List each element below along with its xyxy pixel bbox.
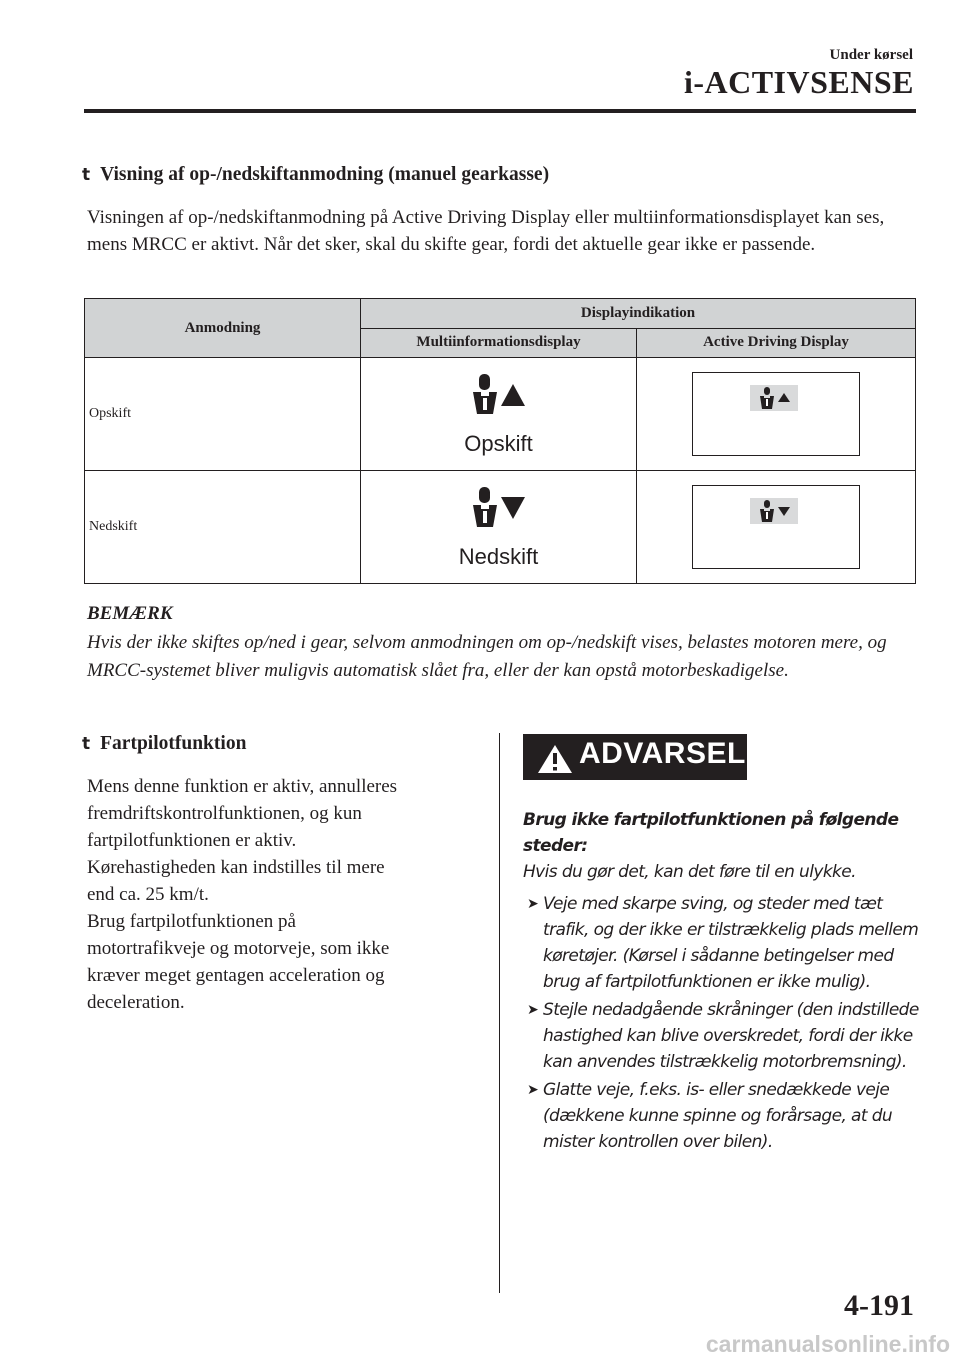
multi-display-cell bbox=[361, 471, 637, 584]
section-heading-text: Fartpilotfunktion bbox=[100, 733, 247, 754]
list-item-text: Glatte veje, f.eks. is- eller snedækkede veje (dækkene kunne spinne og forårsage, at du mister kontrollen over bilen). bbox=[543, 1080, 893, 1152]
list-item-text: Stejle nedadgående skråninger (den indstillede hastighed kan blive overskredet, fordi der ikke kan anvendes tilstrækkelig motorbremsning). bbox=[543, 1000, 919, 1072]
gear-shift-down-icon bbox=[750, 498, 798, 524]
body-line: fremdriftskontrolfunktionen, og kun bbox=[87, 803, 362, 824]
active-driving-display-frame bbox=[692, 485, 860, 569]
header-chapter-title: i-ACTIVSENSE bbox=[683, 64, 914, 100]
list-item-text: Veje med skarpe sving, og steder med tæt trafik, og der ikke er tilstrækkelig plads mellem køretøjer. (Kørsel i sådanne betingelser med brug af fartpilotfunktionen er ikke mulig). bbox=[543, 894, 919, 992]
column-header-multi-display: Multiinformationsdisplay bbox=[361, 328, 637, 358]
bullet-icon: t bbox=[82, 165, 91, 185]
body-line: end ca. 25 km/t. bbox=[87, 884, 209, 905]
warning-consequence: Hvis du gør det, kan det føre til en ulykke. bbox=[523, 862, 856, 882]
body-line: Kørehastigheden kan indstilles til mere bbox=[87, 857, 385, 878]
body-line: Mens denne funktion er aktiv, annulleres bbox=[87, 776, 398, 797]
bullet-icon: t bbox=[82, 734, 91, 754]
section-heading-cruise bbox=[82, 733, 246, 755]
body-line: fartpilotfunktionen er aktiv. bbox=[87, 830, 297, 851]
multi-display-label: Opskift bbox=[464, 430, 533, 456]
multi-display-label: Nedskift bbox=[458, 543, 539, 569]
body-line: motortrafikveje og motorveje, som ikke bbox=[87, 938, 390, 959]
section-heading-shift-request bbox=[82, 164, 549, 186]
request-cell: Nedskift bbox=[85, 471, 361, 584]
gear-shift-up-icon bbox=[467, 372, 531, 425]
warning-label: ADVARSEL bbox=[579, 737, 746, 770]
warning-list bbox=[523, 891, 923, 1155]
column-header-active-driving-display: Active Driving Display bbox=[637, 328, 916, 358]
note-title: BEMÆRK bbox=[87, 603, 173, 624]
table-row bbox=[85, 358, 916, 471]
header-rule bbox=[84, 109, 916, 113]
list-item bbox=[523, 997, 923, 1075]
column-header-display: Displayindikation bbox=[361, 299, 916, 329]
gear-shift-up-icon bbox=[750, 385, 798, 411]
list-item bbox=[523, 1077, 923, 1155]
cruise-body-text bbox=[87, 773, 487, 1016]
body-line: Brug fartpilotfunktionen på bbox=[87, 911, 296, 932]
table-row bbox=[85, 471, 916, 584]
gear-shift-down-icon bbox=[467, 485, 531, 538]
body-line: kræver meget gentagen acceleration og bbox=[87, 965, 385, 986]
active-driving-display-frame bbox=[692, 372, 860, 456]
body-line: deceleration. bbox=[87, 992, 185, 1013]
multi-display-cell bbox=[361, 358, 637, 471]
warning-triangle-icon bbox=[537, 744, 573, 774]
header-section-title: Under kørsel bbox=[829, 47, 913, 63]
warning-body bbox=[523, 807, 923, 1157]
arrow-bullet-icon: ➤ bbox=[527, 896, 539, 912]
warning-badge bbox=[523, 734, 747, 780]
column-header-request: Anmodning bbox=[85, 299, 361, 358]
note-text: Hvis der ikke skiftes op/ned i gear, selvom anmodningen om op-/nedskift vises, belastes motoren mere, og MRCC-systemet bliver muligvis automatisk slået fra, eller der kan opstå motorbeskadigelse. bbox=[87, 632, 887, 681]
list-item bbox=[523, 891, 923, 995]
watermark: carmanualsonline.info bbox=[705, 1331, 950, 1357]
shift-display-table bbox=[84, 298, 916, 584]
warning-lead: Brug ikke fartpilotfunktionen på følgende steder: bbox=[523, 810, 899, 856]
intro-paragraph: Visningen af op-/nedskiftanmodning på Active Driving Display eller multiinformationsdisplayet kan ses, mens MRCC er aktivt. Når det sker, skal du skifte gear, fordi det aktuelle gear ikke er passende. bbox=[87, 207, 885, 255]
section-heading-text: Visning af op-/nedskiftanmodning (manuel gearkasse) bbox=[100, 164, 550, 185]
arrow-bullet-icon: ➤ bbox=[527, 1082, 539, 1098]
column-divider bbox=[499, 733, 500, 1293]
active-driving-display-cell bbox=[637, 471, 916, 584]
page-number: 4-191 bbox=[844, 1289, 914, 1322]
request-cell: Opskift bbox=[85, 358, 361, 471]
active-driving-display-cell bbox=[637, 358, 916, 471]
arrow-bullet-icon: ➤ bbox=[527, 1002, 539, 1018]
